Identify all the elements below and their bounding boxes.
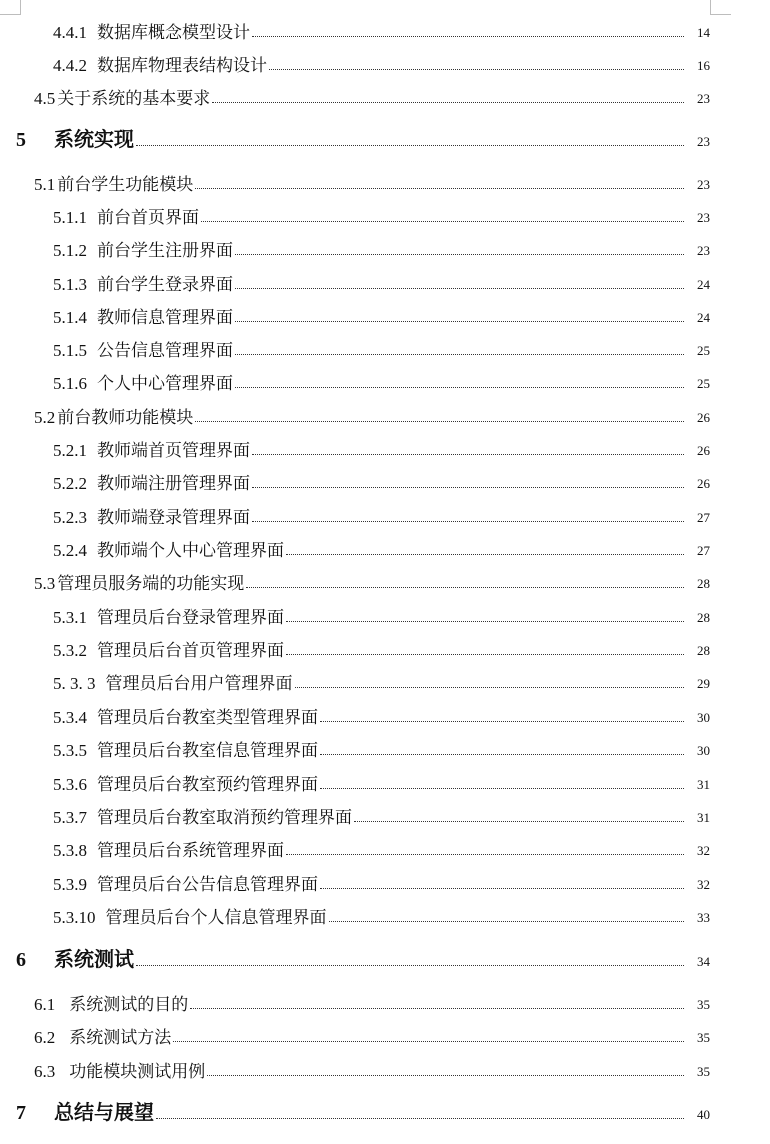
toc-dot-leader <box>320 721 684 722</box>
toc-page-number: 40 <box>697 1107 710 1122</box>
toc-entry-text <box>0 1023 171 1048</box>
toc-page-number: 35 <box>697 1030 710 1045</box>
toc-entry-text <box>0 123 134 152</box>
toc-entry-text <box>0 536 284 561</box>
toc-entry-number: 5.3.4 <box>53 708 87 727</box>
toc-page-number: 23 <box>697 243 710 258</box>
toc-dot-leader <box>329 921 685 922</box>
toc-page-number: 26 <box>697 443 710 458</box>
toc-page-number: 28 <box>697 643 710 658</box>
toc-entry-title: 管理员后台登录管理界面 <box>97 608 284 627</box>
toc-dot-leader <box>354 821 684 822</box>
toc-entry-text <box>0 770 318 795</box>
toc-page-number: 24 <box>697 277 710 292</box>
toc-page-number: 33 <box>697 910 710 925</box>
toc-entry-text <box>0 436 250 461</box>
toc-entry-title: 系统测试 <box>54 949 134 971</box>
toc-page-number: 27 <box>697 543 710 558</box>
toc-entry[interactable] <box>0 79 770 109</box>
toc-entry-title: 管理员后台教室信息管理界面 <box>97 741 318 760</box>
toc-dot-leader <box>269 69 684 70</box>
toc-dot-leader <box>252 487 684 488</box>
toc-entry-text <box>0 669 293 694</box>
toc-entry-number: 4.5 <box>34 89 56 108</box>
toc-entry-text <box>0 903 327 928</box>
toc-entry-number: 5.3.2 <box>53 641 87 660</box>
toc-entry-number: 6.3 <box>34 1062 56 1081</box>
toc-entry-number: 5.3.8 <box>53 841 87 860</box>
toc-entry-number: 5.2.4 <box>53 541 87 560</box>
toc-entry-number: 5.3 <box>34 574 56 593</box>
toc-page-number: 32 <box>697 843 710 858</box>
toc-entry-text <box>0 369 233 394</box>
toc-page-number: 25 <box>697 343 710 358</box>
toc-entry[interactable] <box>0 631 770 661</box>
toc-page-number: 14 <box>697 25 710 40</box>
toc-page-number: 34 <box>697 954 710 969</box>
toc-entry[interactable] <box>0 165 770 195</box>
toc-entry-text <box>0 636 284 661</box>
toc-page-number: 25 <box>697 376 710 391</box>
toc-entry[interactable] <box>0 46 770 76</box>
toc-entry-text <box>0 18 250 43</box>
toc-entry[interactable] <box>0 731 770 761</box>
toc-entry-number: 5 <box>16 129 26 151</box>
toc-entry-number: 5.2.3 <box>53 508 87 527</box>
toc-entry-number: 5.1.6 <box>53 374 87 393</box>
toc-entry-number: 5.1.2 <box>53 241 87 260</box>
toc-page-number: 24 <box>697 310 710 325</box>
toc-dot-leader <box>252 36 684 37</box>
toc-entry-number: 5.3.1 <box>53 608 87 627</box>
toc-dot-leader <box>195 421 684 422</box>
toc-entry-title: 数据库物理表结构设计 <box>97 56 267 75</box>
toc-entry[interactable] <box>0 598 770 628</box>
toc-entry[interactable] <box>0 231 770 261</box>
toc-entry-text <box>0 736 318 761</box>
toc-entry-title: 关于系统的基本要求 <box>57 89 211 108</box>
toc-entry[interactable] <box>0 464 770 494</box>
toc-entry-title: 管理员服务端的功能实现 <box>57 574 245 593</box>
toc-dot-leader <box>195 188 684 189</box>
toc-entry-title: 前台学生注册界面 <box>97 241 233 260</box>
toc-entry-title: 前台教师功能模块 <box>57 408 194 427</box>
toc-entry[interactable] <box>0 831 770 861</box>
toc-entry[interactable] <box>0 364 770 394</box>
toc-entry-text <box>0 403 193 428</box>
toc-dot-leader <box>190 1008 684 1009</box>
toc-entry[interactable] <box>0 664 770 694</box>
toc-dot-leader <box>173 1041 684 1042</box>
toc-entry[interactable] <box>0 1052 770 1082</box>
toc-dot-leader <box>295 687 685 688</box>
toc-entry-title: 管理员后台系统管理界面 <box>97 841 284 860</box>
toc-dot-leader <box>156 1118 684 1119</box>
toc-entry-title: 管理员后台教室类型管理界面 <box>97 708 318 727</box>
toc-page-number: 23 <box>697 210 710 225</box>
toc-entry-text <box>0 51 267 76</box>
toc-entry-title: 系统测试的目的 <box>69 995 189 1014</box>
toc-dot-leader <box>235 321 684 322</box>
toc-page-number: 30 <box>697 710 710 725</box>
toc-entry-number: 5.1.1 <box>53 208 87 227</box>
toc-entry-title: 管理员后台教室取消预约管理界面 <box>97 808 352 827</box>
toc-entry-title: 前台首页界面 <box>97 208 199 227</box>
toc-dot-leader <box>286 654 684 655</box>
toc-dot-leader <box>136 965 684 966</box>
toc-entry[interactable] <box>0 698 770 728</box>
toc-dot-leader <box>212 102 684 103</box>
toc-entry[interactable] <box>0 531 770 561</box>
toc-entry-title: 前台学生登录界面 <box>97 275 233 294</box>
toc-entry-number: 6 <box>16 949 26 971</box>
toc-entry-number: 6.1 <box>34 995 56 1014</box>
toc-entry-title: 教师端注册管理界面 <box>97 474 250 493</box>
toc-entry[interactable] <box>0 398 770 428</box>
toc-entry-text <box>0 1096 154 1125</box>
toc-entry-number: 5.2 <box>34 408 56 427</box>
toc-entry-title: 总结与展望 <box>54 1102 154 1124</box>
toc-dot-leader <box>320 788 684 789</box>
toc-entry-title: 公告信息管理界面 <box>97 341 233 360</box>
toc-entry-number: 6.2 <box>34 1028 56 1047</box>
toc-entry[interactable] <box>0 331 770 361</box>
toc-entry-text <box>0 603 284 628</box>
toc-entry-title: 系统实现 <box>54 129 134 151</box>
toc-entry-title: 管理员后台公告信息管理界面 <box>97 875 318 894</box>
toc-entry[interactable] <box>0 942 770 972</box>
toc-dot-leader <box>252 521 684 522</box>
toc-entry-title: 管理员后台首页管理界面 <box>97 641 284 660</box>
toc-entry-number: 5.3.7 <box>53 808 87 827</box>
toc-entry-text <box>0 303 233 328</box>
toc-page-number: 29 <box>697 676 710 691</box>
toc-page-number: 28 <box>697 576 710 591</box>
toc-dot-leader <box>207 1075 684 1076</box>
toc-page-number: 35 <box>697 1064 710 1079</box>
toc-dot-leader <box>286 854 684 855</box>
toc-entry-number: 5.1.4 <box>53 308 87 327</box>
toc-entry[interactable] <box>0 298 770 328</box>
toc-dot-leader <box>235 387 684 388</box>
toc-entry-number: 5.3.9 <box>53 875 87 894</box>
toc-entry-text <box>0 1057 205 1082</box>
toc-entry-title: 教师端登录管理界面 <box>97 508 250 527</box>
toc-entry-title: 教师信息管理界面 <box>97 308 233 327</box>
toc-dot-leader <box>286 621 684 622</box>
toc-entry[interactable] <box>0 898 770 928</box>
toc-entry-text <box>0 469 250 494</box>
toc-entry-number: 5. 3. 3 <box>53 674 96 693</box>
toc-dot-leader <box>201 221 684 222</box>
toc-entry-number: 5.3.5 <box>53 741 87 760</box>
toc-entry[interactable] <box>0 431 770 461</box>
toc-dot-leader <box>235 254 684 255</box>
toc-entry-number: 5.2.1 <box>53 441 87 460</box>
toc-page-number: 16 <box>697 58 710 73</box>
toc-dot-leader <box>286 554 684 555</box>
toc-page-number: 31 <box>697 810 710 825</box>
toc-entry[interactable] <box>0 265 770 295</box>
toc-entry-number: 7 <box>16 1102 26 1124</box>
toc-page-number: 26 <box>697 476 710 491</box>
toc-entry-text <box>0 990 188 1015</box>
toc-page-number: 35 <box>697 997 710 1012</box>
toc-entry[interactable] <box>0 122 770 152</box>
toc-entry[interactable] <box>0 13 770 43</box>
toc-entry-number: 5.1.3 <box>53 275 87 294</box>
toc-entry-text <box>0 503 250 528</box>
toc-page-number: 26 <box>697 410 710 425</box>
toc-entry-text <box>0 84 210 109</box>
toc-entry-number: 5.1 <box>34 175 56 194</box>
toc-page-number: 27 <box>697 510 710 525</box>
toc-entry-number: 5.3.10 <box>53 908 96 927</box>
toc-entry-number: 4.4.1 <box>53 23 87 42</box>
toc-entry-title: 前台学生功能模块 <box>57 175 194 194</box>
toc-page-number: 23 <box>697 91 710 106</box>
toc-entry-title: 管理员后台教室预约管理界面 <box>97 775 318 794</box>
toc-entry-title: 数据库概念模型设计 <box>97 23 250 42</box>
toc-entry[interactable] <box>0 498 770 528</box>
toc-entry-number: 5.2.2 <box>53 474 87 493</box>
toc-entry-text <box>0 203 199 228</box>
toc-entry-number: 4.4.2 <box>53 56 87 75</box>
toc-entry-text <box>0 803 352 828</box>
toc-dot-leader <box>320 754 684 755</box>
toc-dot-leader <box>136 145 684 146</box>
toc-entry[interactable] <box>0 865 770 895</box>
toc-page-number: 31 <box>697 777 710 792</box>
toc-dot-leader <box>246 587 684 588</box>
toc-entry-text <box>0 703 318 728</box>
toc-entry-title: 管理员后台个人信息管理界面 <box>105 908 327 927</box>
toc-entry-text <box>0 236 233 261</box>
toc-entry-text <box>0 336 233 361</box>
toc-entry-title: 功能模块测试用例 <box>69 1062 206 1081</box>
toc-entry-title: 教师端个人中心管理界面 <box>97 541 284 560</box>
toc-entry[interactable] <box>0 985 770 1015</box>
toc-page-number: 30 <box>697 743 710 758</box>
toc-page-number: 23 <box>697 134 710 149</box>
toc-entry[interactable] <box>0 198 770 228</box>
toc-dot-leader <box>252 454 684 455</box>
toc-entry-title: 管理员后台用户管理界面 <box>105 674 293 693</box>
toc-entry-text <box>0 270 233 295</box>
toc-entry-text <box>0 870 318 895</box>
toc-page-number: 28 <box>697 610 710 625</box>
toc-dot-leader <box>235 288 684 289</box>
toc-entry[interactable] <box>0 1018 770 1048</box>
toc-dot-leader <box>320 888 684 889</box>
toc-entry-number: 5.1.5 <box>53 341 87 360</box>
toc-entry-text <box>0 569 244 594</box>
toc-entry[interactable] <box>0 798 770 828</box>
toc-entry-number: 5.3.6 <box>53 775 87 794</box>
toc-entry-text <box>0 943 134 972</box>
toc-entry-title: 系统测试方法 <box>69 1028 172 1047</box>
toc-entry-title: 教师端首页管理界面 <box>97 441 250 460</box>
toc-entry[interactable] <box>0 1095 770 1125</box>
toc-entry-text <box>0 170 193 195</box>
toc-dot-leader <box>235 354 684 355</box>
toc-entry[interactable] <box>0 564 770 594</box>
toc-page-number: 32 <box>697 877 710 892</box>
toc-entry[interactable] <box>0 765 770 795</box>
toc-entry-title: 个人中心管理界面 <box>97 374 233 393</box>
toc-entry-text <box>0 836 284 861</box>
toc-page-number: 23 <box>697 177 710 192</box>
